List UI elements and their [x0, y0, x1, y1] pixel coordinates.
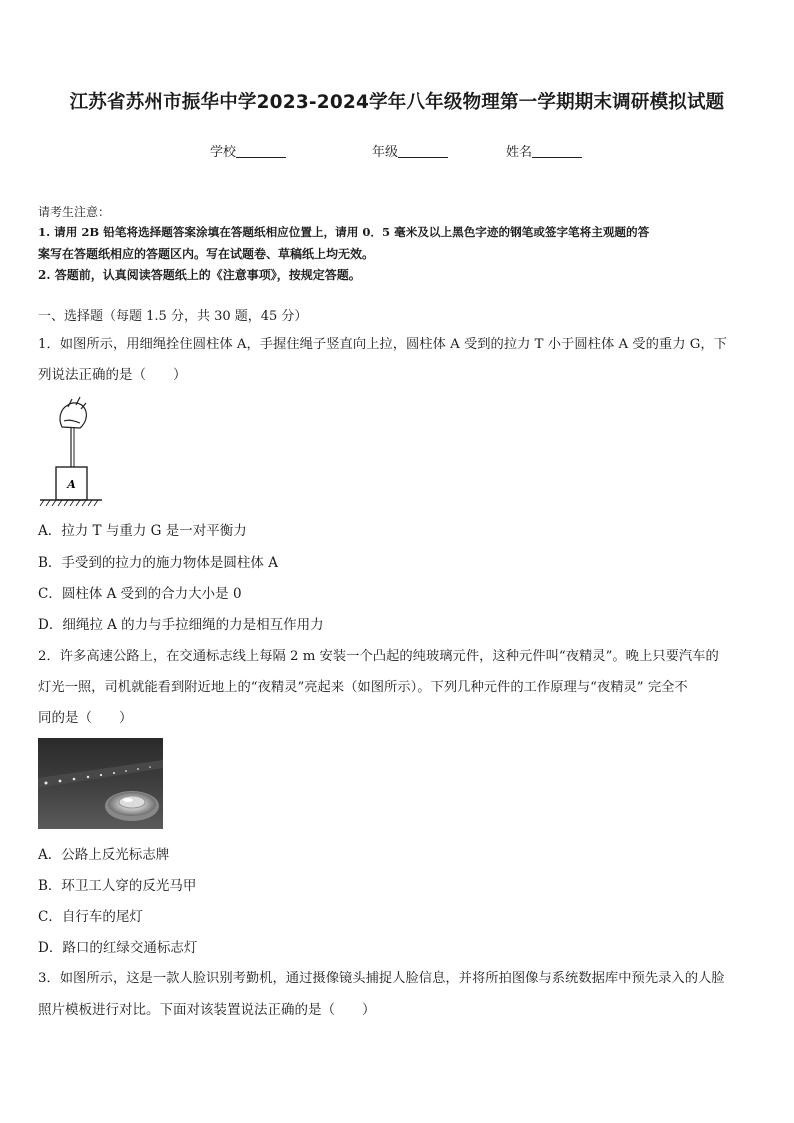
q1-line-2: 列说法正确的是（ ） — [38, 367, 187, 383]
hand-icon — [60, 397, 86, 428]
school-label: 学校 — [210, 145, 237, 160]
grade-label: 年级 — [372, 145, 399, 160]
q2-line-3: 同的是（ ） — [38, 710, 133, 726]
page-title: 江苏省苏州市振华中学2023-2024学年八年级物理第一学期期末调研模拟试题 — [69, 92, 725, 113]
q1-option-b: B．手受到的拉力的施力物体是圆柱体 A — [38, 555, 278, 571]
q2-option-d: D．路口的红绿交通标志灯 — [38, 940, 198, 956]
notice-line-1a: 1. 请用 2B 铅笔将选择题答案涂填在答题纸相应位置上，请用 0．5 毫米及以上黑色字迹的钢笔或签字笔将主观题的答 — [38, 225, 650, 239]
name-blank — [532, 144, 582, 158]
grade-blank — [398, 144, 448, 158]
q1-option-d: D．细绳拉 A 的力与手拉细绳的力是相互作用力 — [38, 617, 324, 633]
grade-field — [372, 141, 448, 160]
q1-figure-hand-cylinder — [38, 395, 108, 513]
school-field — [210, 141, 286, 160]
section-heading: 一、选择题（每题 1.5 分，共 30 题，45 分） — [38, 309, 308, 324]
q2-line-1: 2．许多高速公路上，在交通标志线上每隔 2 m 安装一个凸起的纯玻璃元件，这种元件叫“夜精灵”。晚上只要汽车的 — [38, 649, 719, 664]
q3-line-2: 照片模板进行对比。下面对该装置说法正确的是（ ） — [38, 1002, 376, 1018]
school-blank — [236, 144, 286, 158]
cylinder-label: A — [67, 478, 76, 491]
notice-line-2: 2. 答题前，认真阅读答题纸上的《注意事项》，按规定答题。 — [38, 268, 361, 282]
q1-line-1: 1．如图所示，用细绳拴住圆柱体 A，手握住绳子竖直向上拉，圆柱体 A 受到的拉力 T 小于圆柱体 A 受的重力 G，下 — [38, 337, 727, 352]
q2-option-a: A．公路上反光标志牌 — [38, 847, 170, 863]
q2-photo-night-road-reflectors — [38, 738, 163, 829]
name-field — [506, 141, 582, 160]
q1-option-c: C．圆柱体 A 受到的合力大小是 0 — [38, 586, 242, 602]
q2-option-c: C．自行车的尾灯 — [38, 909, 143, 925]
name-label: 姓名 — [506, 145, 533, 160]
q2-option-b: B．环卫工人穿的反光马甲 — [38, 878, 197, 894]
q3-line-1: 3．如图所示，这是一款人脸识别考勤机，通过摄像镜头捕捉人脸信息，并将所拍图像与系统数据库中预先录入的人脸 — [38, 971, 725, 986]
q2-line-2: 灯光一照，司机就能看到附近地上的“夜精灵”亮起来（如图所示）。下列几种元件的工作原理与“夜精灵” 完全不 — [38, 680, 688, 695]
notice-line-1b: 案写在答题纸相应的答题区内。写在试题卷、草稿纸上均无效。 — [38, 247, 375, 261]
notice-heading: 请考生注意： — [38, 205, 111, 219]
q1-option-a: A．拉力 T 与重力 G 是一对平衡力 — [38, 523, 247, 539]
